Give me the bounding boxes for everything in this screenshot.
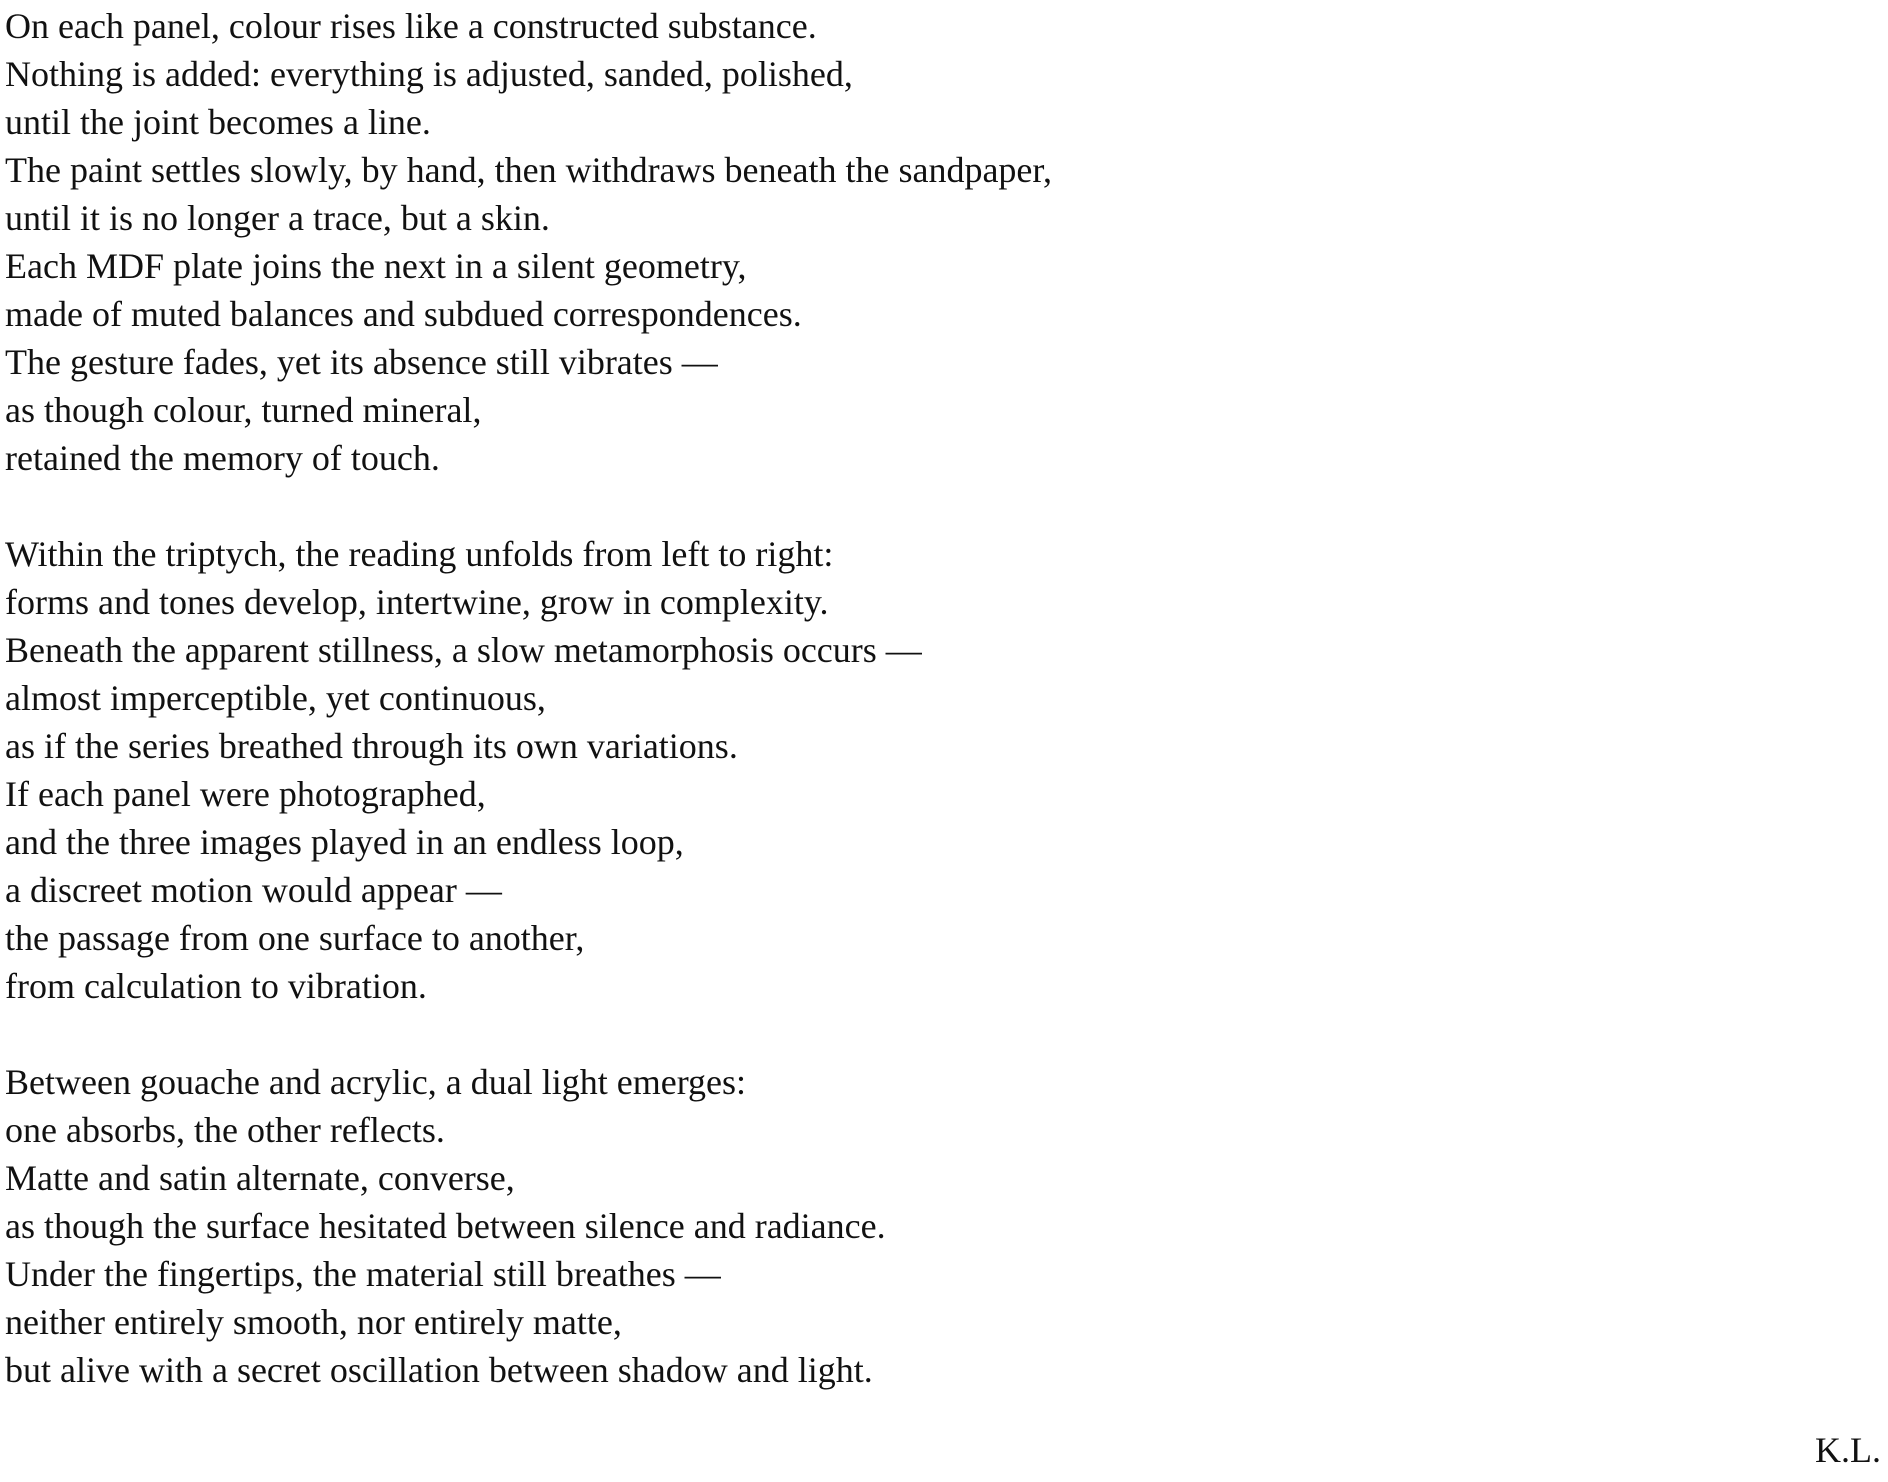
poem-line: retained the memory of touch. [5,438,440,478]
poem-line: and the three images played in an endless loop, [5,822,684,862]
poem-line: almost imperceptible, yet continuous, [5,678,546,718]
poem-line: Nothing is added: everything is adjusted, sanded, polished, [5,54,853,94]
poem [5,0,1052,1392]
poem-line: as though colour, turned mineral, [5,390,482,430]
poem-line: but alive with a secret oscillation between shadow and light. [5,1350,873,1390]
poem-line: until it is no longer a trace, but a skin. [5,198,550,238]
poem-line: Between gouache and acrylic, a dual light emerges: [5,1062,747,1102]
poem-line: The paint settles slowly, by hand, then withdraws beneath the sandpaper, [5,150,1052,190]
stanza-3 [5,1056,1052,1392]
poem-line: forms and tones develop, intertwine, grow in complexity. [5,582,829,622]
poem-line: made of muted balances and subdued correspondences. [5,294,802,334]
poem-line: a discreet motion would appear — [5,870,502,910]
poem-line: one absorbs, the other reflects. [5,1110,445,1150]
poem-line: If each panel were photographed, [5,774,486,814]
poem-line: Within the triptych, the reading unfolds from left to right: [5,534,834,574]
poem-line: Beneath the apparent stillness, a slow metamorphosis occurs — [5,630,922,670]
poem-line: On each panel, colour rises like a constructed substance. [5,6,817,46]
poem-line: Matte and satin alternate, converse, [5,1158,515,1198]
poem-line: neither entirely smooth, nor entirely matte, [5,1302,622,1342]
poem-line: as though the surface hesitated between silence and radiance. [5,1206,886,1246]
poem-line: Under the fingertips, the material still breathes — [5,1254,721,1294]
poem-line: The gesture fades, yet its absence still vibrates — [5,342,718,382]
stanza-1 [5,0,1052,480]
stanza-2 [5,528,1052,1008]
poem-line: as if the series breathed through its own variations. [5,726,738,766]
poem-line: Each MDF plate joins the next in a silent geometry, [5,246,747,286]
poem-line: from calculation to vibration. [5,966,427,1006]
signature: K.L. [1815,1430,1881,1470]
poem-line: until the joint becomes a line. [5,102,431,142]
poem-line: the passage from one surface to another, [5,918,585,958]
